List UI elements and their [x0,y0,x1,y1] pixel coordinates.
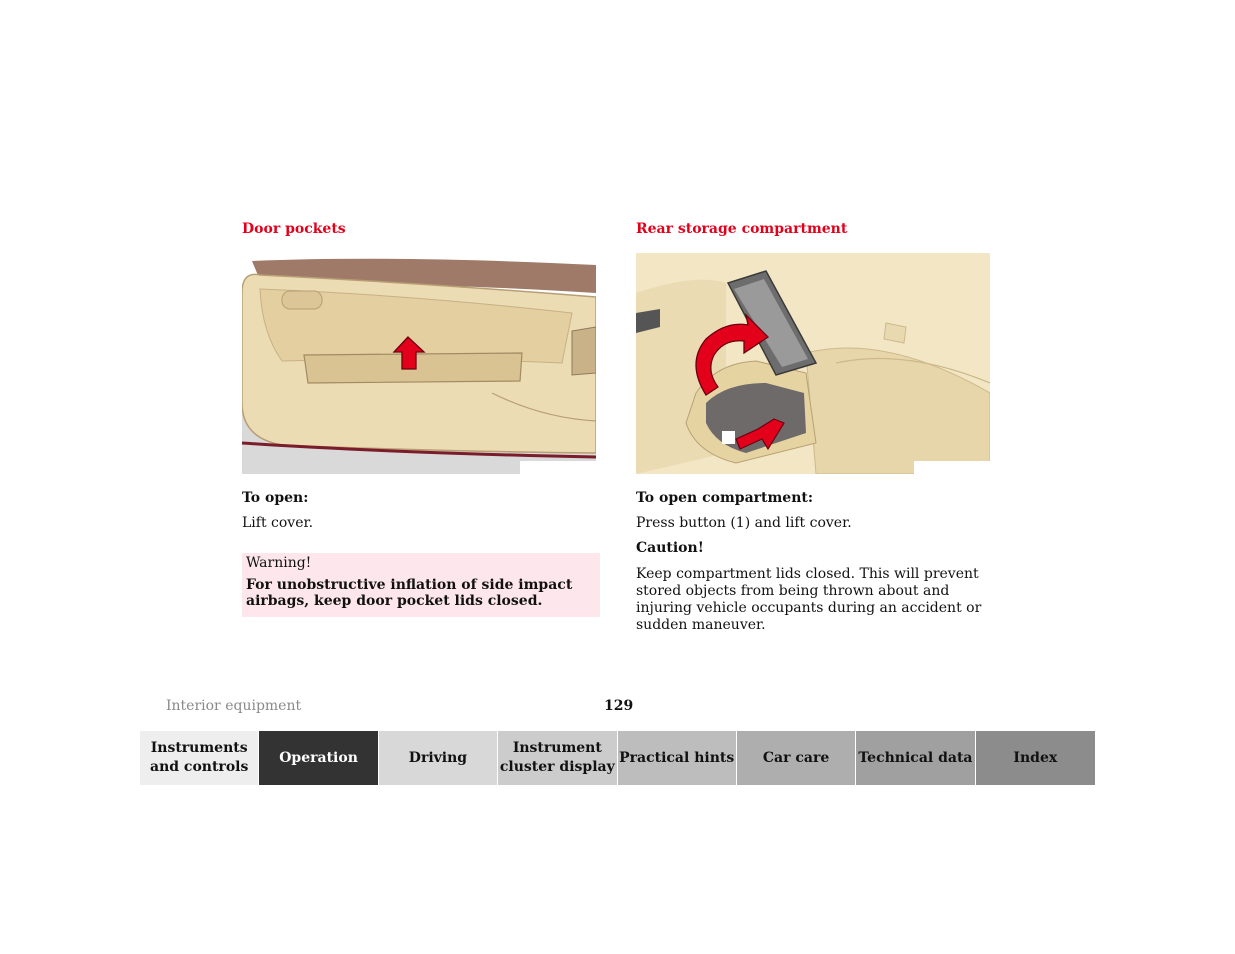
door-pocket-open-subheading: To open: [242,490,309,506]
nav-operation[interactable]: Operation [259,731,378,785]
caution-title: Caution! [636,540,704,556]
nav-car-care[interactable]: Car care [737,731,856,785]
nav-technical-data[interactable]: Technical data [856,731,975,785]
door-pockets-heading: Door pockets [242,221,346,237]
callout-marker [722,431,735,444]
chapter-nav-bar [140,731,1095,785]
warning-box [242,553,600,617]
rear-storage-illustration [636,253,990,474]
page-number: 129 [604,698,634,714]
rear-storage-open-subheading: To open compartment: [636,490,814,506]
caution-text: Keep compartment lids closed. This will prevent stored objects from being thrown about and injuring vehicle occupants during an accident or sudden maneuver. [636,566,982,633]
door-pocket-illustration [242,253,596,474]
warning-text: For unobstructive inflation of side impact airbags, keep door pocket lids closed. [246,577,573,609]
rear-storage-instruction: Press button (1) and lift cover. [636,515,852,531]
nav-instrument-cluster-display[interactable]: Instrument cluster display [498,731,617,785]
nav-practical-hints[interactable]: Practical hints [618,731,737,785]
warning-title: Warning! [246,555,312,571]
door-pocket-instruction: Lift cover. [242,515,314,531]
nav-instruments-and-controls[interactable]: Instruments and controls [140,731,259,785]
nav-index[interactable]: Index [976,731,1095,785]
rear-storage-heading: Rear storage compartment [636,221,848,237]
nav-driving[interactable]: Driving [379,731,498,785]
section-label: Interior equipment [166,698,302,714]
